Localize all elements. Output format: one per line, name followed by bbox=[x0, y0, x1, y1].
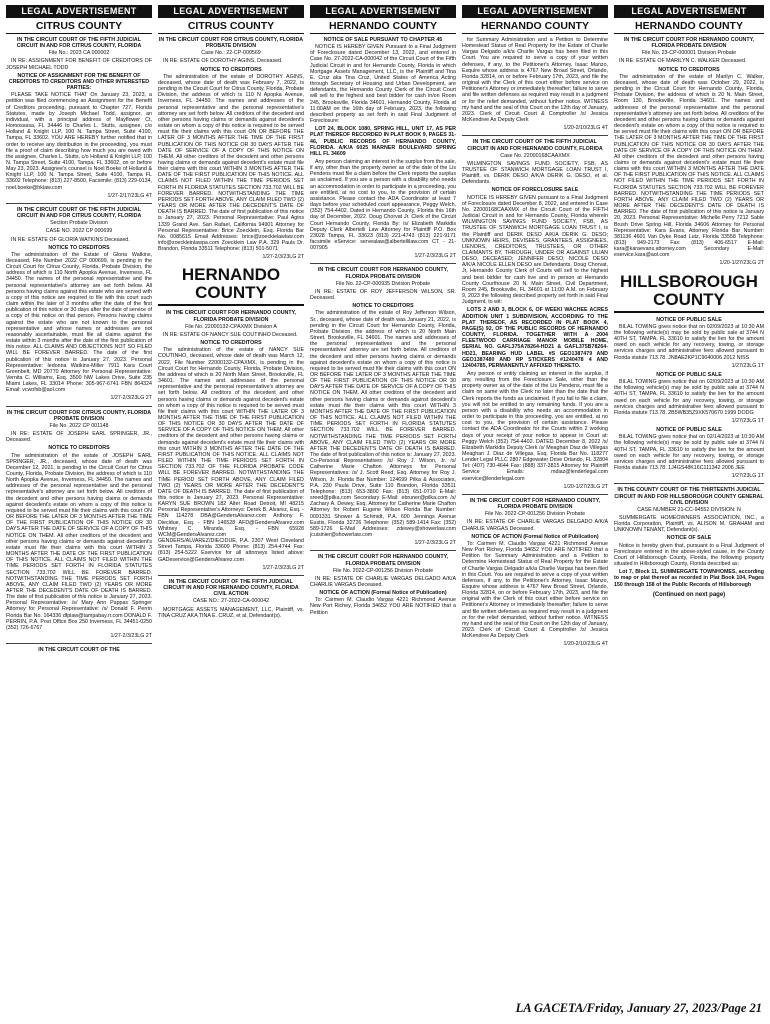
notice-divider bbox=[6, 643, 152, 644]
notice-title: NOTICE OF SALE bbox=[666, 535, 712, 542]
notice-body: MORTGAGE ASSETS MANAGEMENT, LLC, Plaintiff, vs. TINA CRUZ AKA TINA E. CRUZ, et al, Defendant(s). bbox=[158, 606, 304, 619]
notice-divider bbox=[158, 575, 304, 576]
legal-notice bbox=[310, 554, 456, 615]
notice-title: NOTICE OF PUBLIC SALE bbox=[656, 427, 722, 434]
legal-notice bbox=[158, 310, 304, 570]
county-heading-line: COUNTY bbox=[653, 289, 725, 309]
legal-notice bbox=[462, 37, 608, 131]
case-parties: SUMMERGATE HOMEOWNERS ASSOCIATION, INC., a Florida Corporation, Plaintiff, vs. ALISON M. GRAHAM and UNKNOWN TENANT, Defendant(s). bbox=[614, 515, 764, 534]
notice-body: The administration of the estate of Roy Jefferson Wilson, Sr., deceased, whose date of death was January 21, 2022, is pending in the Circuit Court for Hernando County, Florida, Probate Division, the address of which is 20 North Main Street, Brooksville, FL 34601. The names and addresses of the personal representatives and the personal representatives' attorney are set forth below. All creditors of the decedent and other persons having claims or demands against decedent's estate on whom a copy of this notice is required to be served must file their claims with this court ON OR BEFORE THE LATER OF 3 MONTHS AFTER THE TIME OF THE FIRST PUBLICATION OF THIS NOTICE OR 30 DAYS AFTER THE DATE OF SERVICE OF A COPY OF THIS NOTICE ON THEM. All other creditors of the decedent and other persons having claims or demands against decedent's estate must file their claims with this court WITHIN 3 MONTHS AFTER THE DATE OF THE FIRST PUBLICATION OF THIS NOTICE. ALL CLAIMS NOT FILED WITHIN THE TIME PERIODS SET FORTH IN FLORIDA STATUTES SECTION 733.702 WILL BE FOREVER BARRED. NOTWITHSTANDING THE TIME PERIODS SET FORTH ABOVE, ANY CLAIM FILED TWO (2) YEARS OR MORE AFTER THE DECEDENT'S DATE OF DEATH IS BARRED. The date of first publication of this notice is: January 27, 2023. Co-Personal Representatives: /s/ Roy J. Wilson, Jr. /s/ Catherine Marie Chafton Attorneys for Personal Representatives: /s/ J. Scott Reed, Esq. Attorney for Roy J. Wilson, Jr. Florida Bar Number: 124699 Pilka & Associates, P.A. 230 Paula Drive, Suite 110 Brandon, Florida 33511 Telephone: (813) 653-3800 Fax: (813) 651-0710 E-Mail: sreed@pilka.com Secondary E-Mail: ebruner@pilka.com /s/ Zachary A. Dewey, Esq. Attorney for Catherine Marie Chafton Attorney for Robert Eugene Wilson Florida Bar Number: 0091331 Shower & Schmidt, P.A. 600 Jennings Avenue Eustis, Florida 32726 Telephone: (352) 589-1414 Fax: (352) 589-1726 E-Mail Addresses: zdewey@showerlaw.com jcuisinier@showerlaw.com bbox=[310, 310, 456, 539]
notice-body: To: Carmen M. Claudio Vargas 4221 Richmond Avenue New Port Richey, Florida 34652 YOU ARE NOTIFIED that a Petition for Summary Administration and a Petition to Determine Homestead Status of Real Property for the Estate of Charlie Vargas Delgado a/k/a Charlie Vargas has been filed in this Court. You are required to serve a copy of your written defenses, if any, to the Petitioner's Attorney, Isaac Manzo, Esquire whose address is 4767 New Broad Street, Orlando, Florida 32814, on or before February 17th, 2023, and file the original with the Clerk of this court either before service on Petitioner's Attorney or immediately thereafter; failure to serve and file written defenses as required may result in a judgment or for the relief demanded, without further notice. WITNESS my hand and the seal of this Court on the 12th day of January, 2023. Clerk of Circuit Court & Comptroller /s/ Jessica McKendree As Deputy Clerk bbox=[462, 540, 608, 640]
notice-body: The administration of the estate of NANCY SUE COUTINHO, deceased, whose date of death was March 12, 2022, File Number 22000132-CPAXMX, is pending in the Circuit Court for Hernando County, Florida, Probate Division, the address of which is 20 North Main Street, Brooksville, FL 34601. The names and addresses of the personal representative and the personal representative's attorney are set forth below. All creditors of the decedent and other persons having claims or demands against decedent's estate on whom a copy of this notice is required to be served must file their claims with this court WITHIN THE LATER OF 3 MONTHS AFTER THE TIME OF THE FIRST PUBLICATION OF THIS NOTICE OR 30 DAYS AFTER THE DATE OF SERVICE OF A COPY OF THIS NOTICE ON THEM. All other creditors of the decedent and other persons having claims or demands against decedent's estate must file their claims with this court WITHIN 3 MONTHS AFTER THE DATE OF THE FIRST PUBLICATION OF THIS NOTICE. ALL CLAIMS NOT FILED WITHIN THE TIME PERIODS SET FORTH IN SECTION 733.702 OF THE FLORIDA PROBATE CODE WILL BE FOREVER BARRED. NOTWITHSTANDING THE TIME PERIOD SET FORTH ABOVE, ANY CLAIM FILED TWO (2) YEARS OR MORE AFTER THE DECEDENT'S DATE OF DEATH IS BARRED. The date of first publication of this notice is January 27, 2023. Personal Representative: KARYN SUE BROWN 182 Alter Road Detroit, MI 48215 Personal Representative's Attorneys: Derek B. Alvarez, Esq. - FBN 114278 DBA@GendersAlvarez.com Anthony F. Diecidue, Esq. - FBN 146528 AFD@GendersAlvarez.com Whitney C. Miranda, Esq. - FBN 65928 WCM@GendersAlvarez.com GENDERS/ALVAREZ/DIECIDUE, P.A. 2307 West Cleveland Street Tampa, Florida 33609 Phone: (813) 254-4744 Fax: (813) 254-5222 Eservice for all attorneys listed above: GADeservice@GendersAlvarez.com bbox=[158, 347, 304, 563]
estate-caption: IN RE: ESTATE OF NANCY SUE COUTINHO Deceased. bbox=[163, 331, 298, 338]
case-number: File No. 2022-CP-001256 Division Probate bbox=[484, 511, 586, 518]
legal-notice bbox=[6, 37, 152, 199]
county-heading-citrus: CITRUS COUNTY bbox=[158, 20, 304, 34]
case-number: File No. 22-CP-000935 Division Probate bbox=[335, 280, 431, 287]
legal-notice bbox=[6, 410, 152, 640]
estate-caption: IN RE: ESTATE OF DOROTHY AGINS, Deceased. bbox=[163, 58, 283, 65]
case-number: Case No.: 22-CP-000569 bbox=[201, 50, 261, 57]
legal-notice bbox=[614, 317, 764, 369]
notice-body: Notice is hereby given that, pursuant to a Final Judgment of Foreclosure entered in the above-styled cause, in the County Court of Hillsborough County, Florida, the following property situated in Hillsborough County, Florida described as: bbox=[614, 542, 764, 568]
notice-body: Any person or entity claiming an interest in the surplus, if any, resulting from the Foreclosure Sale, other than the property owner as of the date of the Lis Pendens, must file a claim on same with the Clerk no later than the date that the Clerk reports the funds as unclaimed. If you fail to file a claim, you will not be entitled to any remaining funds. If you are a person with a disability who needs an accommodation in order to participate in this proceeding, you are entitled, at no cost to you, the provision of certain assistance. Please contact the ADA Coordinator for the Courts within 2 working days of your receipt of your notice to appear in Court at: Peggy Welch (352) 754-4402. DATED December 8, 2022 /s/ Elizabeth Markidis Deputy Clerk /s/ Meaghan Diaz de Villegas Meaghan J. Diaz de Villegas, Esq. Florida Bar No. 118277 Lender Legal PLLC 2807 Edgewater Drive Orlando, FL 32804 Tel: (407) 730-4644 Fax: (888) 337-3815 Attorney for Plaintiff Service Emails: mdiaz@lenderlegal.com eservice@lenderlegal.com bbox=[462, 370, 608, 482]
court-caption: IN THE COUNTY COURT OF THE THIRTEENTH JUDICIAL CIRCUIT IN AND FOR HILLSBOROUGH COUNTY GENERAL CIVIL DIVISION bbox=[614, 487, 764, 506]
legal-notice bbox=[462, 498, 608, 648]
estate-caption: IN RE: ESTATE OF CHARLIE VARGAS DELGADO A/K/A CHARLIE VARGAS Deceased. bbox=[462, 519, 608, 532]
legal-notice bbox=[6, 207, 152, 402]
notice-body: Any person claiming an interest in the surplus from the sale, if any, other than the property owner as of the date of the Lis Pendens must file a claim before the Clerk reports the surplus as unclaimed. If you are a person with a disability who needs an accommodation in order to participate in a proceeding, you are entitled, at no cost to you, to the provision of certain assistance. Please contact the ADA Coordinator at least 7 days before your scheduled court appearance, Peggy Welch, (352) 754-4402. Dated in Hernando County, Florida this 16th day of December, 2022. Doug Chorvat Jr. Clerk of the Circuit Court Hernando County, Florida By: /s/ Elizabeth Markidis Deputy Clerk Albertelli Law Attorney for Plaintiff P.O. Box 23028 Tampa, FL 33623 (813) 221-4743 (813) 221-9171 facsimile eService: servealaw@albertellilaw.com CT - 21-007905 bbox=[310, 158, 456, 252]
legal-notice bbox=[614, 487, 764, 598]
newspaper-page bbox=[6, 5, 764, 1005]
case-number: File No. 23-CP-000001 Division Probate bbox=[641, 50, 737, 57]
legal-notice bbox=[310, 37, 456, 259]
notice-divider bbox=[462, 135, 608, 136]
court-caption: IN THE CIRCUIT COURT OF THE bbox=[38, 647, 120, 654]
publication-id: 1/27-2/3/23LG 2T bbox=[414, 253, 456, 260]
court-caption: IN THE CIRCUIT COURT OF THE FIFTH JUDICIAL CIRCUIT IN AND FOR CITRUS COUNTY, FLORIDA bbox=[16, 37, 142, 50]
property-legal-description: LOTS 2 AND 3, BLOCK 6, OF WEEKI WACHEE ACRES ADDITION UNIT 1 SUBDIVISION, ACCORDING TO THE PLAT THEREOF, AS RECORDED IN PLAT BOOK 4, PAGE(S) 92, OF THE PUBLIC RECORDS OF HERNANDO COUNTY, FLORIDA. TOGETHER WITH A 2004 FLEETWOOD CARRIAGE MANOR MOBILE HOME, SERIAL NO. GAFL375A78264-HD21 & GAFL375B78264-HD21, BEARING HUD LABEL #S GEO1387479 AND GEO1387480 AND RP STICKERS #1240478 4 AND 12404785, PERMANENTLY AFFIXED THERETO. bbox=[462, 307, 608, 369]
case-number: File No. 2022-CP-001256 Division Probate bbox=[332, 567, 434, 574]
county-heading-hernando: HERNANDO COUNTY bbox=[614, 20, 764, 34]
notice-title: NOTICE TO CREDITORS bbox=[48, 445, 110, 452]
notice-body: BILAL TOWING gives notice that on 02/14/2023 at 10:30 AM the following vehicle(s) may be sold by public sale at 3744 N 40TH ST, TAMPA, FL 33610 to satisfy the lien for the amount owed on each vehicle for any recovery, towing, or storage services charges and administrative fees allowed pursuant to Florida statute 713.78. 1J4GS48K16C111342 2006 JEE bbox=[614, 434, 764, 472]
publication-id: 1/27/23LG 1T bbox=[731, 417, 764, 424]
court-caption: IN THE CIRCUIT COURT FOR HERNANDO COUNTY, FLORIDA PROBATE DIVISION bbox=[317, 554, 449, 567]
notice-title: NOTICE TO CREDITORS bbox=[48, 244, 110, 251]
estate-caption: IN RE: ESTATE OF CHARLIE VARGAS DELGADO A/K/A CHARLIE VARGAS Deceased. bbox=[310, 575, 456, 588]
publication-id: 1/27-2/3/23LG 2T bbox=[110, 395, 152, 402]
publication-id: 1/27-2/3/23LG 2T bbox=[262, 254, 304, 261]
court-caption: IN THE CIRCUIT COURT FOR CITRUS COUNTY, FLORIDA PROBATE DIVISION bbox=[158, 37, 304, 50]
case-number: CASE NO. 2022 CP 000699 bbox=[45, 228, 113, 235]
column-1 bbox=[6, 5, 152, 1005]
court-caption: IN THE CIRCUIT COURT FOR HERNANDO COUNTY, FLORIDA PROBATE DIVISION bbox=[317, 267, 449, 280]
case-parties: WILMINGTON SAVINGS FUND SOCIETY, FSB, AS TRUSTEE OF STANWICH MORTGAGE LOAN TRUST I, Plaintiff, vs. DERIK DESO A/K/A DERIK G. DESO, et al. Defendants. bbox=[462, 160, 608, 186]
notice-title: NOTICE TO CREDITORS bbox=[200, 340, 262, 347]
notice-divider bbox=[310, 550, 456, 551]
legal-advertisement-banner: LEGAL ADVERTISEMENT bbox=[310, 5, 456, 18]
notice-body: PLEASE TAKE NOTICE THAT On January 23, 2023, a petition was filed commencing an Assignment for the Benefit of Creditors proceeding, pursuant to Chapter 727, Florida Statutes, made by Joseph Michael Todd, assignor, an individual, with a principal address of Mayflower Ct, Homosassa, FL 34446 to Charles L. Stutts, assignee, c/o Holland & Knight LLP, 100 N. Tampa Street, Suite 4100, Tampa, FL 33602. YOU ARE HEREBY further notified that in order to receive any distribution in the proceeding, you must file a proof of claim describing how much you are owed with the assignee, Charles L. Stutts, c/o Holland & Knight LLP, 100 N. Tampa Street, Suite 4100, Tampa, FL 33602, on or before May 23, 2023. Assignee's counsel is Noel Boeke of Holland & Knight LLP, 100 N. Tampa Street, Suite 4100, Tampa FL 33602 Telephone: (813) 227-8500, Facsimile: (813) 229-0134, noel.boeke@hklaw.com bbox=[6, 92, 152, 191]
page-footer: LA GACETA/Friday, January 27, 2023/Page 21 bbox=[515, 1001, 762, 1015]
case-number: Case No. 22000168CAAXMX bbox=[500, 152, 570, 159]
notice-title: NOTICE OF PUBLIC SALE bbox=[656, 371, 722, 378]
county-heading-citrus: CITRUS COUNTY bbox=[6, 20, 152, 34]
case-number: File No.: 2023 CA 000002 bbox=[48, 50, 110, 57]
notice-body: The administration of the estate of Marilyn C. Walker, deceased, whose date of death was October 29, 2022, is pending in the Circuit Court for Hernando County, Florida, Probate Division, the address of which is 20 N. Main Street, Room 130, Brooksville, Florida 34601. The names and addresses of the personal representative and the personal representative's attorney are set forth below. All creditors of the decedent and other persons having claims or demands against decedent's estate on whom a copy of this notice is required to be served must file their claims with this court ON OR BEFORE THE LATER OF 3 MONTHS AFTER THE TIME OF THE FIRST PUBLICATION OF THIS NOTICE OR 30 DAYS AFTER THE DATE OF SERVICE OF A COPY OF THIS NOTICE ON THEM. All other creditors of the decedent and other persons having claims or demands against decedent's estate must file their claims with this court WITHIN 3 MONTHS AFTER THE DATE OF THE FIRST PUBLICATION OF THIS NOTICE. ALL CLAIMS NOT FILED WITHIN THE TIME PERIODS SET FORTH IN FLORIDA STATUTES SECTION 733.702 WILL BE FOREVER BARRED. NOTWITHSTANDING THE TIME PERIODS SET FORTH ABOVE, ANY CLAIM FILED TWO (2) YEARS OR MORE AFTER THE DECEDENT'S DATE OF DEATH IS BARRED. The date of first publication of this notice is January 20, 2023. Personal Representative: Michelle Perry 7212 Sable Brush Drive Spring Hill, Florida 34606 Attorney for Personal Representative: Kara Evans, Attorney Florida Bar Number: 381136 4601 Van Dyke Road Lutz, Florida 33558 Telephone: (813) 949-2173 Fax: (813) 406-6517 E-Mail: kara@karaevans.attorney.com Secondary E-Mail: eservice.kara@aol.com bbox=[614, 73, 764, 259]
legal-notice bbox=[614, 427, 764, 479]
case-number: File No. 22000132-CPAXMX Division A bbox=[185, 323, 277, 330]
publication-id: 1/27/23LG 1T bbox=[731, 473, 764, 480]
court-caption: IN THE CIRCUIT COURT FOR HERNANDO COUNTY, FLORIDA PROBATE DIVISION bbox=[165, 310, 297, 323]
court-caption: IN THE CIRCUIT COURT OF THE FIFTH JUDICIAL CIRCUIT IN AND FOR HERNANDO COUNTY, FLORIDA bbox=[467, 139, 603, 152]
legal-notice bbox=[6, 647, 152, 653]
notice-title: NOTICE OF ACTION (Formal Notice of Publication) bbox=[319, 590, 447, 597]
estate-caption: IN RE: ESTATE OF GLORIA WATKINS Deceased. bbox=[11, 236, 130, 243]
publication-id: 1/20-2/10/23LG 4T bbox=[563, 125, 608, 132]
county-heading-hernando: HERNANDO COUNTY bbox=[462, 20, 608, 34]
notice-title: NOTICE TO CREDITORS bbox=[200, 66, 262, 73]
county-heading-hernando: HERNANDO COUNTY bbox=[310, 20, 456, 34]
notice-title: NOTICE TO CREDITORS bbox=[352, 303, 414, 310]
publication-id: 1/27-2/17/23LG 4T bbox=[107, 192, 152, 199]
notice-divider bbox=[310, 263, 456, 264]
column-5 bbox=[614, 5, 764, 1005]
legal-advertisement-banner: LEGAL ADVERTISEMENT bbox=[614, 5, 764, 18]
county-heading-hernando: HERNANDO COUNTY bbox=[158, 266, 304, 306]
notice-body: BILAL TOWING gives notice that on 02/09/2023 at 10:30 AM the following vehicle(s) may be sold by public sale at 3744 N 40TH ST, TAMPA, FL 33610 to satisfy the lien for the amount owed on each vehicle for any recovery, towing, or storage services charges and administrative fees allowed pursuant to Florida statute 713.78. 2B5WB35Z9XK570670 1999 DODG bbox=[614, 379, 764, 416]
notice-divider bbox=[6, 406, 152, 407]
notice-title: NOTICE OF PUBLIC SALE bbox=[656, 316, 722, 323]
court-caption: IN THE CIRCUIT COURT FOR HERNANDO COUNTY, FLORIDA PROBATE DIVISION bbox=[623, 37, 755, 50]
notice-body: NOTICE IS HEREBY GIVEN Pursuant to a Final Judgment of Foreclosure dated December 13, 2022, and entered in Case No. 27-2022-CA-000042 of the Circuit Court of the Fifth Judicial Circuit in and for Hernando County, Florida in which Mortgage Assets Management, LLC, is the Plaintiff and Tina E. Cruz aka Tina Cruz, United States of America Acting through Secretary of Housing and Urban Development, are defendants, the Hernando County Clerk of the Circuit Court will sell to the highest and best bidder for cash in/on Room 245, Brooksville, Florida 34601, Hernando County, Florida at 11:00AM on the 16th day of February, 2023, the following described property as set forth in said Final Judgment of Foreclosure: bbox=[310, 44, 456, 125]
estate-caption: IN RE: ESTATE OF JOSEPH EARL SPRINGER, JR., Deceased. bbox=[6, 431, 152, 444]
case-number: File No. 2022 CP 001148 bbox=[49, 422, 109, 429]
court-caption: IN THE CIRCUIT COURT OF THE FIFTH JUDICIAL CIRCUIT IN AND FOR CITRUS COUNTY, FLORIDA bbox=[16, 206, 142, 220]
case-number: CASE NO.: 27-2022-CA-000042 bbox=[192, 598, 270, 605]
court-section: Section Probate Division bbox=[50, 220, 108, 227]
notice-body: for Summary Administration and a Petition to Determine Homestead Status of Real Property for the Estate of Charlie Vargas Delgado a/k/a Charlie Vargas has been filed in this Court. You are required to serve a copy of your written defenses, if any, to the Petitioner's Attorney, Isaac Manzo, Esquire whose address is 4767 New Broad Street, Orlando, Florida 32814, on or before February 17th, 2023, and file the original with the Clerk of this court either before service on Petitioner's Attorney or immediately thereafter; failure to serve and file written defenses as required may result in a judgment or for the relief demanded, without further notice. WITNESS my hand and the seal of this Court on the 12th day of January, 2023. Clerk of Circuit Court & Comptroller /s/ Jessica McKendree As Deputy Clerk bbox=[462, 37, 608, 124]
notice-divider bbox=[462, 494, 608, 495]
notice-body: The administration of the Estate of Gloria Watkins, deceased, File Number 2022 CP 000699, is pending in the Circuit Court for Citrus County, Florida, Probate Division, the address of which is 110 North Apopka Avenue, Inverness, FL 34450. The names of the personal representative and the personal representative's attorney are set forth below. All persons having claims against this estate who are served with a copy of this notice are required to file with this court such claim within the later of 3 months after the date of the first publication of this notice or 30 days after the date of service of a copy of this notice on that person. Persons having claims against the estate who are not known to the personal representative and whose names or addresses are not reasonably ascertainable, must file all claims against the estate within 3 months after the date of the first publication of this notice. ALL CLAIMS AND OBJECTIONS NOT SO FILED WILL BE FOREVER BARRED. The date of the first publication of this notice is January 27, 2023. Personal Representative: Iedonna Watkins-Miller 7911 Kara Court Greenbelt, MD 20770 Attorney for Personal Representative: Vernita C. Williams, Esq. 3500 NW Lakes Drive, Suite 235 Miami Lakes, FL 33014 Phone: 305-967-6741 FBN 864324 Email: vcwofsb@aol.com bbox=[6, 251, 152, 394]
estate-caption: IN RE: ASSIGNMENT FOR BENEFIT OF CREDITORS OF JOSEPH MICHAEL TODD bbox=[6, 58, 152, 71]
property-legal-description: Lot 7, Block 11, SUMMERGATE TOWNHOMES, according to map or plat thereof as recorded in Plat Book 104, Pages 150 through 158 of the Public Records of Hillsborough bbox=[614, 569, 764, 588]
publication-id: 1/27-2/3/23LG 2T bbox=[414, 540, 456, 547]
notice-title: NOTICE OF FORECLOSURE SALE bbox=[491, 187, 579, 194]
notice-body: NOTICE IS HEREBY GIVEN pursuant to a Final Judgment of Foreclosure dated December 8, 2022, and entered in Case No. 22000168CAAXMX of the Circuit Court of the FIFTH Judicial Circuit in and for Hernando County, Florida wherein WILMINGTON SAVINGS FUND SOCIETY, FSB, AS TRUSTEE OF STANWICH MORTGAGE LOAN TRUST I, is the Plaintiff and DERIK DESO A/K/A DERIK G. DESO; UNKNOWN HEIRS, DEVISEES, GRANTEES, ASSIGNEES, LIENORS, CREDITORS, TRUSTEES, OR OTHER CLAIMANTS BY, THROUGH, UNDER OR AGAINST LILIAN DESO, DECEASED; JENNIFER DESO; NICOLE DESO A/K/A NICOLE ELLEN DESO are Defendants, Doug Chorvat, Jr, Hernando County Clerk of Courts will sell to the highest and best bidder for cash live and in person at Hernando County Courthouse 20 N. Main Street, Civil Department, Room 245, Brooksville, FL 34601 at 11:00 A.M. on February 9, 2023 the following described property set forth in said Final Judgment, to wit: bbox=[462, 194, 608, 306]
publication-id: 1/27/23LG 1T bbox=[731, 362, 764, 369]
property-legal-description: LOT 24, BLOCK 1080, SPRING HILL, UNIT 17, AS PER PLAT THEREOF RECORDED IN PLAT BOOK 9, PAGES 31-46, PUBLIC RECORDS OF HERNANDO COUNTY, FLORIDA. A/K/A 6025 MARNER BOULEVARD SPRING HILL FL 34609 bbox=[310, 126, 456, 157]
court-caption: IN THE CIRCUIT COURT FOR HERNANDO COUNTY, FLORIDA PROBATE DIVISION bbox=[469, 497, 601, 511]
legal-notice bbox=[462, 139, 608, 490]
continued-notice: (Continued on next page) bbox=[652, 591, 726, 598]
case-number: CASE NUMBER 21-CC-94552 DIVISION: N bbox=[637, 506, 741, 513]
court-caption: IN THE CIRCUIT COURT OF THE FIFTH JUDICIAL CIRCUIT IN AND FOR HERNANDO COUNTY, FLORIDA CIVIL ACTION bbox=[163, 578, 299, 598]
notice-title: NOTICE OF ACTION (Formal Notice of Publication) bbox=[471, 533, 599, 540]
legal-notice bbox=[158, 37, 304, 260]
legal-advertisement-banner: LEGAL ADVERTISEMENT bbox=[158, 5, 304, 18]
notice-body: The administration of the estate of DOROTHY AGINS, deceased, whose date of death was February 7, 2022, is pending in the Circuit Court for Citrus County, Florida, Probate Division, the address of which is 110 N Apopka Avenue, Inverness, FL 34450. The names and addresses of the personal representative and the personal representative's attorney are set forth below. All creditors of the decedent and other persons having claims or demands against decedent's estate on whom a copy of this notice is required to be served must file their claims with this court ON OR BEFORE THE LATER OF 3 MONTHS AFTER THE TIME OF THE FIRST PUBLICATION OF THIS NOTICE OR 30 DAYS AFTER THE DATE OF SERVICE OF A COPY OF THIS NOTICE ON THEM. All other creditors of the decedent and other persons having claims or demands against decedent's estate must file their claims with this court WITHIN 3 MONTHS AFTER THE DATE OF THE FIRST PUBLICATION OF THIS NOTICE. ALL CLAIMS NOT FILED WITHIN THE TIME PERIODS SET FORTH IN FLORIDA STATUTES SECTION 733.702 WILL BE FOREVER BARRED. NOTWITHSTANDING THE TIME PERIODS SET FORTH ABOVE, ANY CLAIM FILED TWO (2) YEARS OR MORE AFTER THE DECEDENT'S DATE OF DEATH IS BARRED. The date of first publication of this notice is January 27, 2023. Personal Representative: Paul Agins 1339 Grand Ave. San Rafael, California 94901 Attorney for Personal Representative: Brice Zoecklein, Esq. Florida Bar No. 0085615 Email Addresses: brice@zoecklelawlaw.com info@zoeckleinlawpa.com Zoecklein Law P.A. 329 Pauls Dr. Brandon, Florida 33511 Telephone: (813) 501-5071 bbox=[158, 73, 304, 253]
county-heading-line: HILLSBOROUGH bbox=[620, 271, 758, 291]
publication-id: 1/27-2/3/23LG 2T bbox=[110, 633, 152, 640]
notice-body: BILAL TOWING gives notice that on 02/09/2023 at 10:30 AM the following vehicle(s) may be sold by public sale at 3744 N 40TH ST, TAMPA, FL 33610 to satisfy the lien for the amount owed on each vehicle for any recovery, towing, or storage services charges and administrative fees allowed pursuant to Florida statute 713.78. JN8AE2KP1C9040006 2012 NISS bbox=[614, 323, 764, 361]
notice-title: NOTICE TO CREDITORS bbox=[658, 66, 720, 73]
legal-notice bbox=[614, 37, 764, 267]
legal-notice bbox=[158, 579, 304, 619]
notice-body: The administration of the estate of JOSEPH EARL SPRINGER, JR., deceased, whose date of death was December 12, 2021, is pending in the Circuit Court for Citrus County, Florida, Probate Division, the address of which is 110 North Apopka Avenue, Inverness, FL 34450. The names and addresses of the personal representative and the personal representative's attorney are set forth below. All creditors of the decedent and other persons having claims or demands against decedent's estate on whom a copy of this notice is required to be served must file their claims with this court ON OR BEFORE THE LATER OF 3 MONTHS AFTER THE TIME OF THE FIRST PUBLICATION OF THIS NOTICE OR 30 DAYS AFTER THE DATE OF SERVICE OF A COPY OF THIS NOTICE ON THEM. All other creditors of the decedent and other persons having claims or demands against decedent's estate must file their claims with this court WITHIN 3 MONTHS AFTER THE DATE OF THE FIRST PUBLICATION OF THIS NOTICE. ALL CLAIMS NOT FILED WITHIN THE TIME PERIODS SET FORTH IN FLORIDA STATUTES SECTION 733.702 WILL BE FOREVER BARRED. NOTWITHSTANDING THE TIME PERIODS SET FORTH ABOVE, ANY CLAIM FILED TWO (2) YEARS OR MORE AFTER THE DECEDENT'S DATE OF DEATH IS BARRED. The date of first publication of this notice is January 27, 2023. Personal Representative: /s/ Mary Ann Pappas Springer Attorney for Personal Representative: /s/ Donald F. Perrin Florida Bar No. 164336 dfplaw@tampabay.rr.com DONALD F. PERRIN, P.A. Post Office Box 250 Inverness, FL 34451-0250 (352) 726-6767 bbox=[6, 452, 152, 631]
notice-divider bbox=[6, 203, 152, 204]
column-3 bbox=[310, 5, 456, 1005]
estate-caption: IN RE: ESTATE OF MARILYN C. WALKER Deceased. bbox=[619, 58, 747, 65]
notice-title: NOTICE OF SALE PURSUANT TO CHAPTER 45 bbox=[323, 37, 443, 43]
notice-divider bbox=[614, 483, 764, 484]
column-2 bbox=[158, 5, 304, 1005]
publication-id: 1/20-1/27/23LG 2T bbox=[719, 260, 764, 267]
notice-body: To: Carmen M. Claudio Vargas 4221 Richmond Avenue New Port Richey, Florida 34652 YOU ARE NOTIFIED that a Petition bbox=[310, 597, 456, 616]
legal-notice bbox=[310, 267, 456, 546]
publication-id: 1/27-2/3/23LG 2T bbox=[262, 564, 304, 571]
legal-advertisement-banner: LEGAL ADVERTISEMENT bbox=[462, 5, 608, 18]
column-4 bbox=[462, 5, 608, 1005]
legal-advertisement-banner: LEGAL ADVERTISEMENT bbox=[6, 5, 152, 18]
estate-caption: IN RE: ESTATE OF ROY JEFFERSON WILSON, SR. Deceased. bbox=[310, 288, 456, 302]
court-caption: IN THE CIRCUIT COURT FOR CITRUS COUNTY, FLORIDA PROBATE DIVISION bbox=[6, 409, 152, 422]
county-heading-hillsborough bbox=[614, 273, 764, 313]
notice-title: NOTICE OF ASSIGNMENT FOR THE BENEFIT OF CREDITORS TO CREDITORS AND OTHER INTERESTED PARTIES: bbox=[8, 72, 150, 92]
publication-id: 1/20-1/27/23LG 2T bbox=[563, 483, 608, 490]
publication-id: 1/20-2/10/23LG 4T bbox=[563, 641, 608, 648]
legal-notice bbox=[614, 372, 764, 424]
